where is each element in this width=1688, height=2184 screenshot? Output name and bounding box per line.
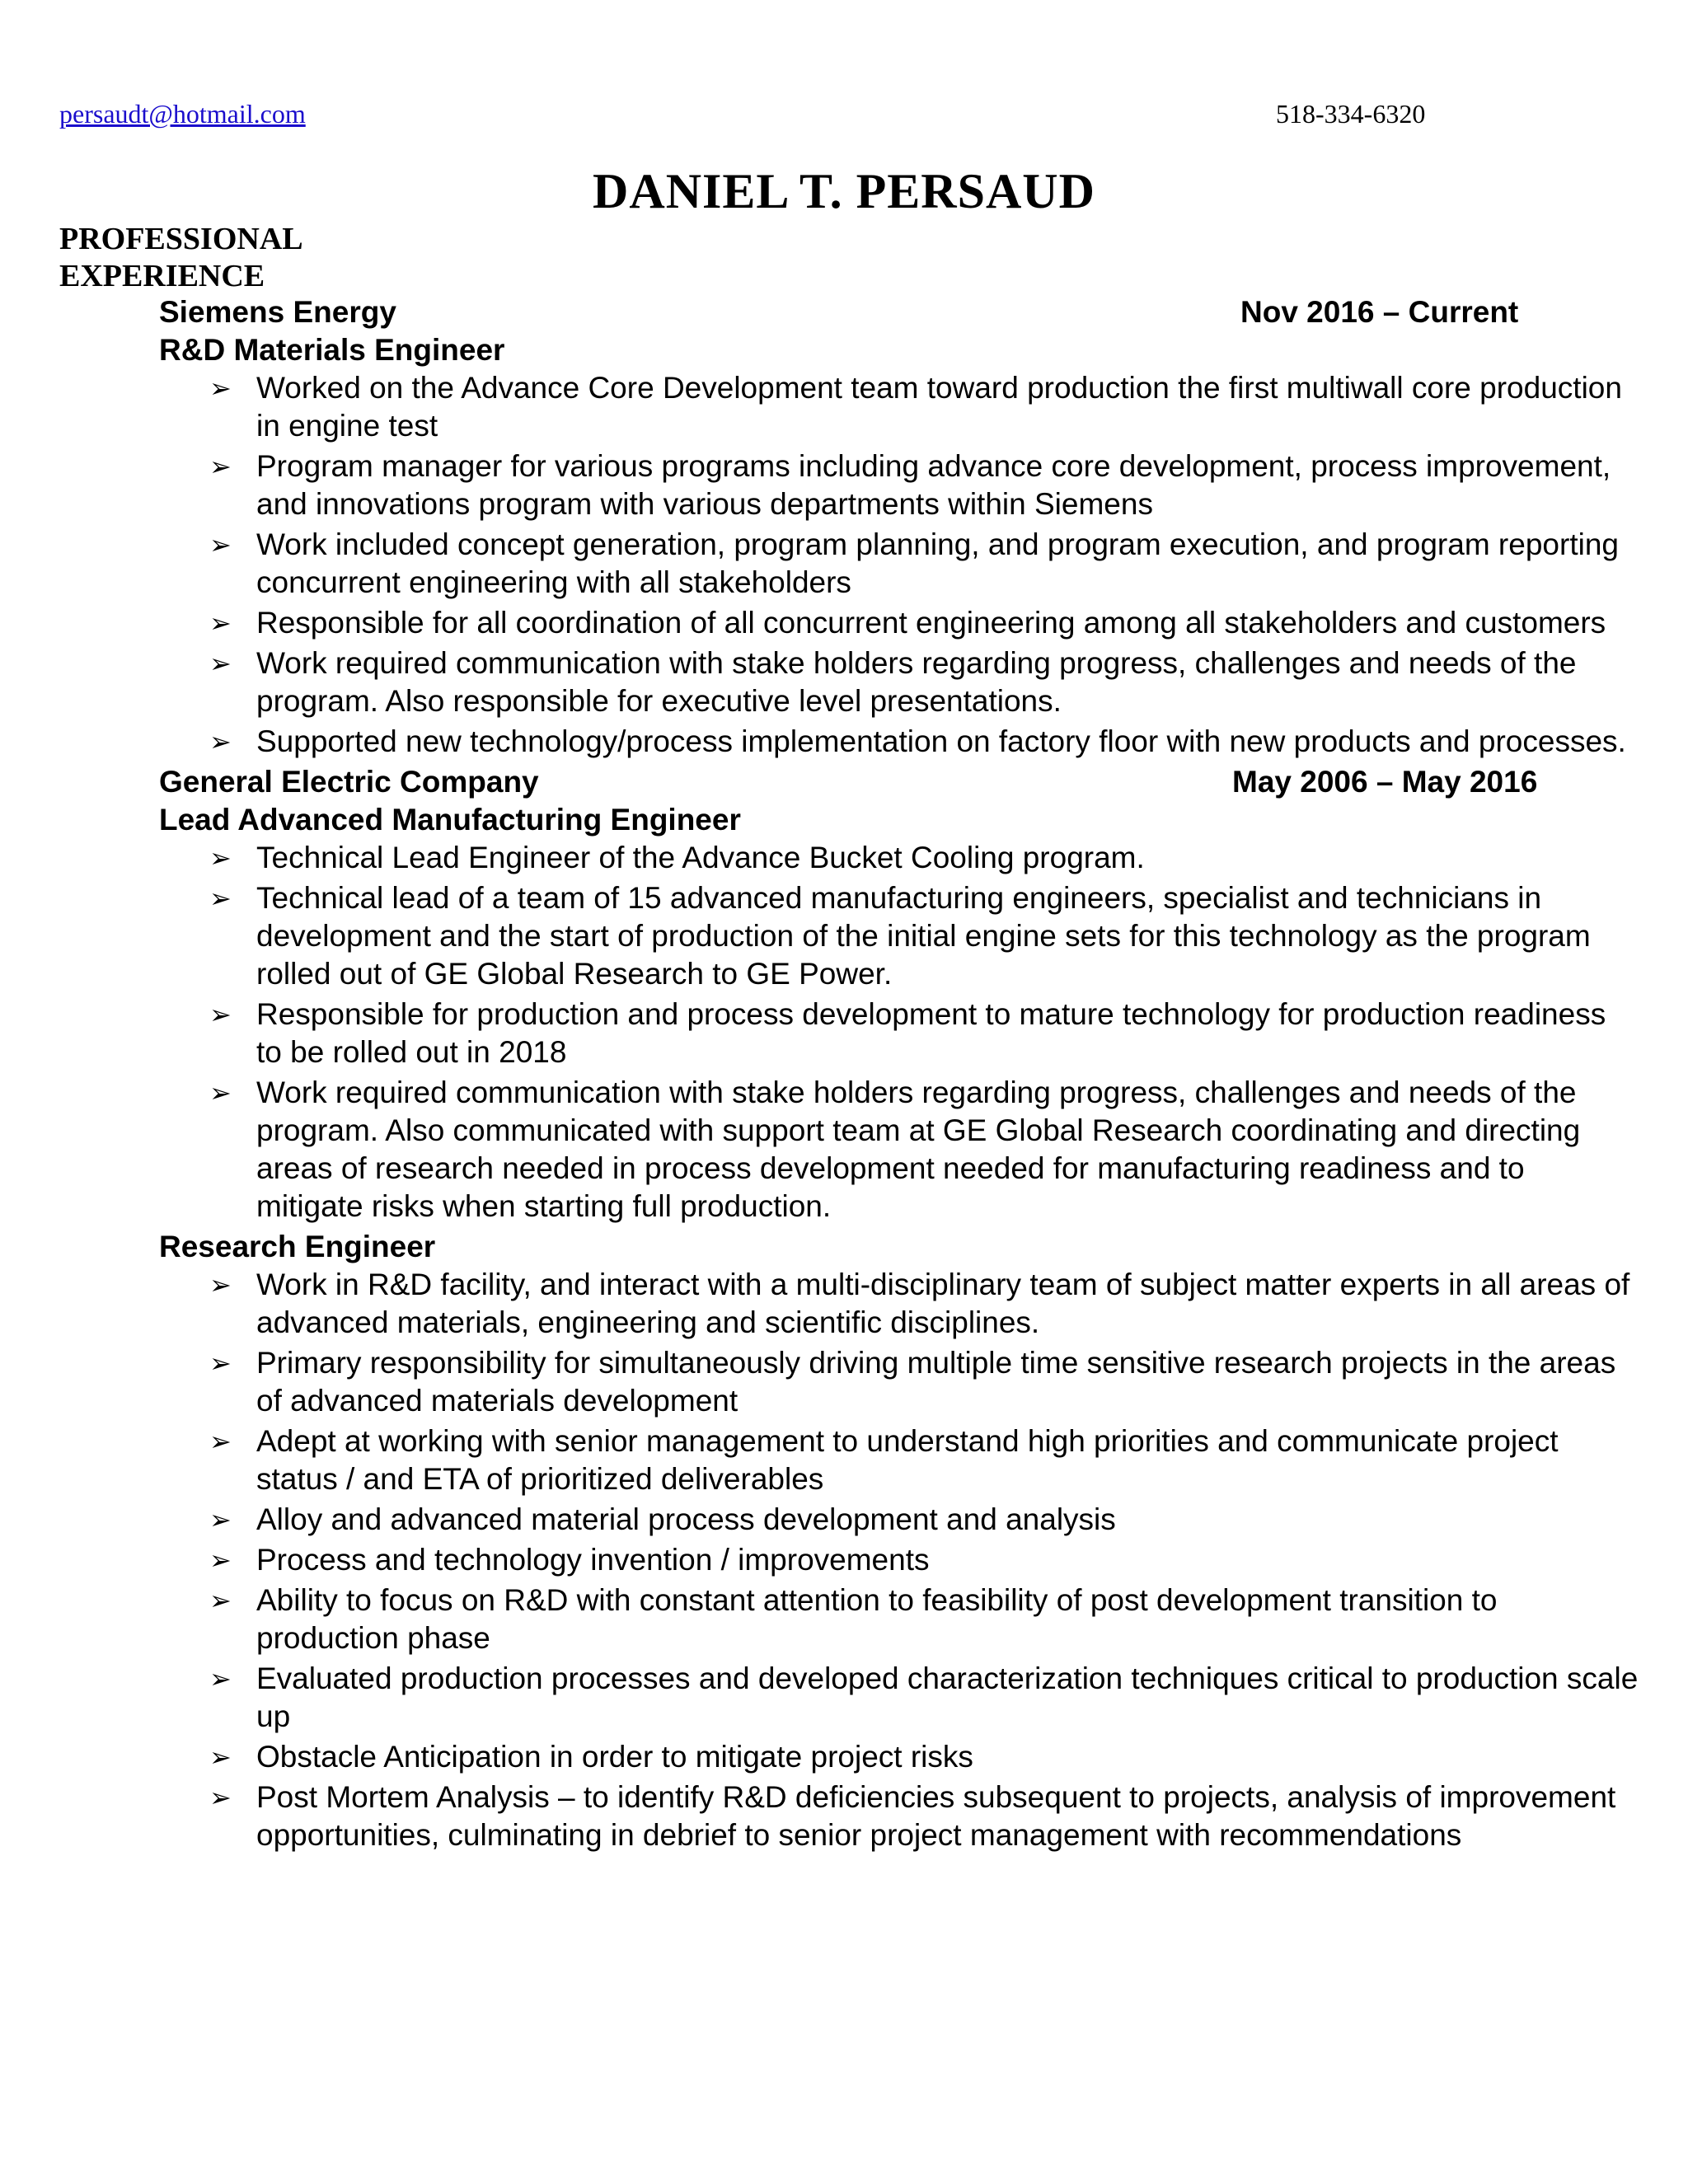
bullet-item: ➢ Work required communication with stake holders regarding progress, challenges and needs of the program. Also communicated with support team at GE Global Research coordinating and directing areas of research needed in process development needed for manufacturing readiness and to mitigate risks when starting full production.: [209, 1076, 1581, 1223]
bullet-item: ➢ Evaluated production processes and developed characterization techniques critical to production scale up: [209, 1661, 1639, 1733]
arrow-bullet-icon: ➢: [209, 1270, 232, 1300]
bullet-item: ➢ Primary responsibility for simultaneously driving multiple time sensitive research projects in the areas of advanced materials development: [209, 1346, 1616, 1418]
arrow-bullet-icon: ➢: [209, 1078, 232, 1108]
job-header: [0, 763, 1688, 801]
arrow-bullet-icon: ➢: [209, 843, 232, 873]
arrow-bullet-icon: ➢: [209, 727, 232, 757]
candidate-name: DANIEL T. PERSAUD: [593, 164, 1095, 218]
arrow-bullet-icon: ➢: [209, 1783, 232, 1812]
job-dates: May 2006 – May 2016: [1232, 765, 1538, 799]
arrow-bullet-icon: ➢: [209, 1586, 232, 1615]
bullet-item: ➢ Obstacle Anticipation in order to mitigate project risks: [0, 1738, 1688, 1776]
bullet-item: ➢ Process and technology invention / improvements: [0, 1541, 1688, 1579]
bullet-item: ➢ Work required communication with stake holders regarding progress, challenges and needs of the program. Also responsible for executive level presentations.: [209, 646, 1577, 718]
arrow-bullet-icon: ➢: [209, 452, 232, 481]
bullet-item: ➢ Supported new technology/process implementation on factory floor with new products and processes.: [0, 723, 1688, 761]
experience-content: [0, 293, 1688, 1857]
bullet-item: ➢ Program manager for various programs including advance core development, process improvement, and innovations program with various departments within Siemens: [209, 449, 1611, 521]
role-title: Lead Advanced Manufacturing Engineer: [159, 803, 741, 837]
job-dates: Nov 2016 – Current: [1240, 295, 1519, 329]
arrow-bullet-icon: ➢: [209, 649, 232, 678]
email-link[interactable]: persaudt@hotmail.com: [59, 99, 306, 129]
role-title: R&D Materials Engineer: [159, 333, 505, 367]
bullet-item: ➢ Responsible for production and process development to mature technology for production readiness to be rolled out in 2018: [209, 997, 1606, 1069]
section-heading-line-2: EXPERIENCE: [59, 259, 265, 293]
company-name: General Electric Company: [159, 765, 539, 799]
bullet-item: ➢ Worked on the Advance Core Development team toward production the first multiwall core production in engine test: [209, 371, 1622, 443]
company-name: Siemens Energy: [159, 295, 396, 329]
bullet-list: [0, 1266, 1688, 1854]
bullet-item: ➢ Work included concept generation, program planning, and program execution, and program reporting concurrent engineering with all stakeholders: [209, 527, 1619, 599]
arrow-bullet-icon: ➢: [209, 1505, 232, 1535]
bullet-item: ➢ Alloy and advanced material process development and analysis: [0, 1501, 1688, 1539]
arrow-bullet-icon: ➢: [209, 1545, 232, 1575]
bullet-item: ➢ Technical Lead Engineer of the Advance Bucket Cooling program.: [0, 839, 1688, 877]
arrow-bullet-icon: ➢: [209, 1000, 232, 1029]
bullet-item: ➢ Post Mortem Analysis – to identify R&D deficiencies subsequent to projects, analysis of improvement opportunities, culminating in debrief to senior project management with recommendations: [209, 1780, 1616, 1852]
job-siemens: [0, 293, 1688, 761]
bullet-item: ➢ Adept at working with senior management to understand high priorities and communicate project status / and ETA of prioritized deliverables: [209, 1424, 1559, 1496]
arrow-bullet-icon: ➢: [209, 1664, 232, 1694]
arrow-bullet-icon: ➢: [209, 373, 232, 403]
arrow-bullet-icon: ➢: [209, 608, 232, 638]
role-title: Research Engineer: [159, 1230, 436, 1263]
arrow-bullet-icon: ➢: [209, 1427, 232, 1456]
section-heading-line-1: PROFESSIONAL: [59, 222, 303, 256]
job-general-electric: [0, 763, 1688, 1854]
bullet-list: [0, 369, 1688, 761]
arrow-bullet-icon: ➢: [209, 1348, 232, 1378]
arrow-bullet-icon: ➢: [209, 1742, 232, 1772]
bullet-list: [0, 839, 1688, 1226]
arrow-bullet-icon: ➢: [209, 530, 232, 560]
bullet-item: ➢ Technical lead of a team of 15 advanced manufacturing engineers, specialist and technicians in development and the start of production of the initial engine sets for this technology as the program rolled out of GE Global Research to GE Power.: [209, 881, 1591, 991]
bullet-item: ➢ Work in R&D facility, and interact with a multi-disciplinary team of subject matter experts in all areas of advanced materials, engineering and scientific disciplines.: [209, 1268, 1630, 1339]
job-header: [0, 293, 1688, 331]
bullet-item: ➢ Ability to focus on R&D with constant attention to feasibility of post development transition to production phase: [209, 1583, 1498, 1655]
bullet-item: ➢ Responsible for all coordination of all concurrent engineering among all stakeholders and customers: [0, 604, 1688, 642]
phone-number: 518-334-6320: [1276, 99, 1426, 129]
arrow-bullet-icon: ➢: [209, 883, 232, 913]
section-heading-experience: [59, 221, 389, 295]
